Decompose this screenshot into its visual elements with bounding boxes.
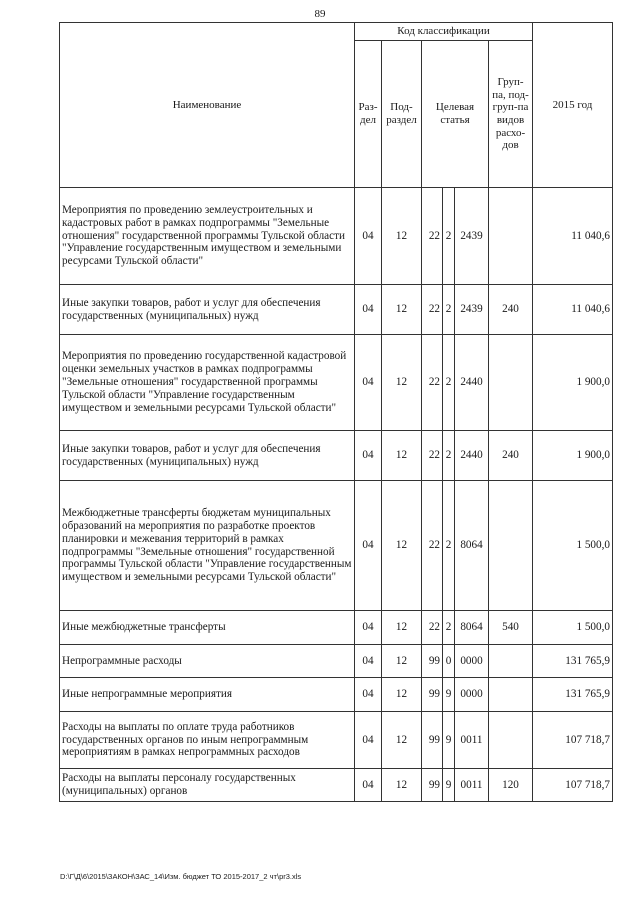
row-name: Межбюджетные трансферты бюджетам муниципальных образований на мероприятия по разработке проектов планировки и межевания территорий в рамках подпрограммы "Земельные отношения" государственной программы Тульской области "Управление государственным имуществом и земельными ресурсами Тульской области" [60,481,355,611]
row-subsection: 12 [382,285,422,335]
row-target-3: 0011 [455,712,489,769]
table-row [60,769,613,802]
header-section: Раз-дел [355,41,382,188]
row-target-3: 8064 [455,481,489,611]
table-row [60,285,613,335]
row-target-1: 22 [422,481,443,611]
row-target-3: 0000 [455,678,489,712]
row-subsection: 12 [382,481,422,611]
row-group [489,481,533,611]
row-target-3: 2439 [455,285,489,335]
row-section: 04 [355,678,382,712]
row-amount: 1 500,0 [533,481,613,611]
row-target-2: 2 [443,285,455,335]
header-code-group: Код классификации [355,23,533,41]
table-row [60,645,613,678]
row-section: 04 [355,285,382,335]
row-target-1: 99 [422,769,443,802]
row-group: 120 [489,769,533,802]
row-target-3: 8064 [455,611,489,645]
row-target-1: 99 [422,712,443,769]
row-group [489,645,533,678]
budget-table [59,22,613,802]
row-target-2: 2 [443,431,455,481]
row-subsection: 12 [382,611,422,645]
table-row [60,481,613,611]
row-target-1: 22 [422,335,443,431]
row-target-1: 99 [422,678,443,712]
row-subsection: 12 [382,712,422,769]
row-target-2: 9 [443,712,455,769]
table-row [60,611,613,645]
row-target-1: 22 [422,431,443,481]
row-group [489,678,533,712]
row-target-1: 22 [422,611,443,645]
header-name: Наименование [60,23,355,188]
row-name: Иные закупки товаров, работ и услуг для обеспечения государственных (муниципальных) нужд [60,285,355,335]
header-year: 2015 год [533,23,613,188]
table-row [60,712,613,769]
table-row [60,188,613,285]
row-amount: 1 900,0 [533,335,613,431]
row-section: 04 [355,481,382,611]
page-number: 89 [314,8,326,20]
row-target-3: 2440 [455,431,489,481]
row-target-1: 22 [422,285,443,335]
row-name: Иные межбюджетные трансферты [60,611,355,645]
header-target-item: Целевая статья [422,41,489,188]
row-name: Мероприятия по проведению государственной кадастровой оценки земельных участков в рамках подпрограммы "Земельные отношения" государственной программы Тульской области "Управление государственным имуществом и земельными ресурсами Тульской области" [60,335,355,431]
row-group [489,712,533,769]
row-amount: 131 765,9 [533,678,613,712]
row-name: Иные закупки товаров, работ и услуг для обеспечения государственных (муниципальных) нужд [60,431,355,481]
row-target-2: 9 [443,678,455,712]
row-section: 04 [355,611,382,645]
row-section: 04 [355,431,382,481]
row-target-3: 0011 [455,769,489,802]
row-name: Расходы на выплаты персоналу государственных (муниципальных) органов [60,769,355,802]
row-subsection: 12 [382,678,422,712]
row-amount: 1 900,0 [533,431,613,481]
row-group: 240 [489,285,533,335]
row-amount: 1 500,0 [533,611,613,645]
row-subsection: 12 [382,335,422,431]
table-row [60,335,613,431]
row-group [489,188,533,285]
row-name: Мероприятия по проведению землеустроительных и кадастровых работ в рамках подпрограммы "Земельные отношения" государственной программы Тульской области "Управление государственным имуществом и земельными ресурсами Тульской области" [60,188,355,285]
table-row [60,678,613,712]
row-section: 04 [355,188,382,285]
header-expense-group: Груп-па, под-груп-па видов расхо-дов [489,41,533,188]
header-subsection: Под-раздел [382,41,422,188]
row-name: Расходы на выплаты по оплате труда работников государственных органов по иным непрограммным мероприятиям в рамках непрограммных расходов [60,712,355,769]
row-target-2: 9 [443,769,455,802]
row-amount: 11 040,6 [533,188,613,285]
row-amount: 11 040,6 [533,285,613,335]
row-amount: 131 765,9 [533,645,613,678]
row-target-2: 2 [443,335,455,431]
row-target-2: 2 [443,611,455,645]
row-group: 540 [489,611,533,645]
row-subsection: 12 [382,769,422,802]
row-subsection: 12 [382,645,422,678]
row-amount: 107 718,7 [533,769,613,802]
row-target-1: 99 [422,645,443,678]
row-subsection: 12 [382,431,422,481]
row-section: 04 [355,645,382,678]
row-group: 240 [489,431,533,481]
row-target-3: 0000 [455,645,489,678]
row-group [489,335,533,431]
row-amount: 107 718,7 [533,712,613,769]
row-target-2: 2 [443,481,455,611]
table-row [60,431,613,481]
row-target-3: 2439 [455,188,489,285]
row-target-2: 0 [443,645,455,678]
row-subsection: 12 [382,188,422,285]
row-section: 04 [355,769,382,802]
row-target-3: 2440 [455,335,489,431]
row-target-1: 22 [422,188,443,285]
row-name: Иные непрограммные мероприятия [60,678,355,712]
row-name: Непрограммные расходы [60,645,355,678]
row-section: 04 [355,335,382,431]
row-target-2: 2 [443,188,455,285]
row-section: 04 [355,712,382,769]
footer-file-path: D:\Г\Д\6\2015\ЗАКОН\ЗАС_14\Изм. бюджет ТО 2015-2017_2 чт\pr3.xls [60,872,302,881]
